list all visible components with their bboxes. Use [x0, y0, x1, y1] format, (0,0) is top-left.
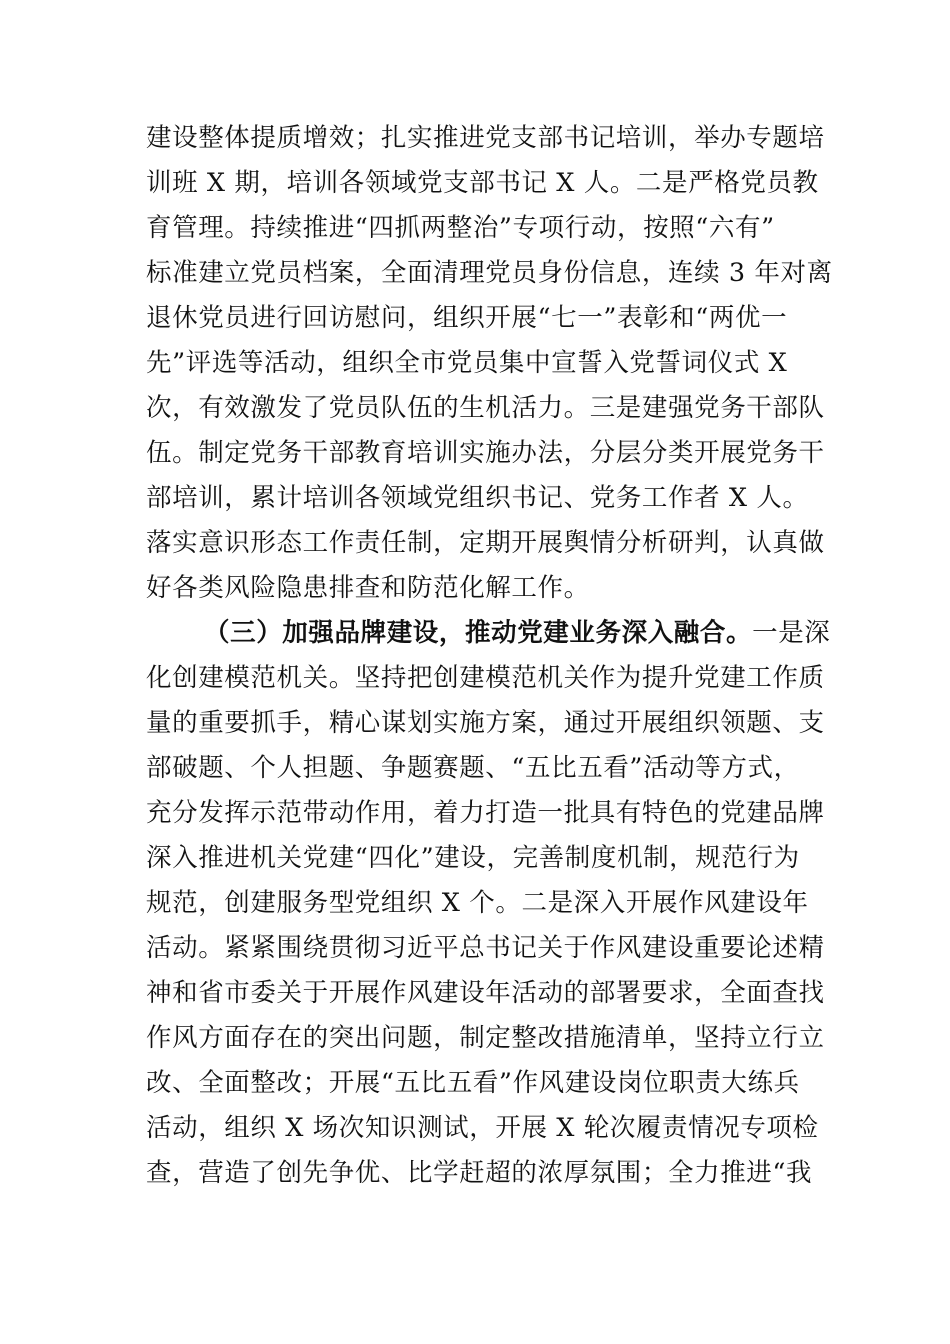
- text-line: 建设整体提质增效；扎实推进党支部书记培训，举办专题培: [146, 123, 825, 153]
- text-line: 部破题、个人担题、争题赛题、“五比五看”活动等方式，: [146, 753, 800, 783]
- section-heading-rest: 一是深: [752, 618, 831, 648]
- text-line: 改、全面整改；开展“五比五看”作风建设岗位职责大练兵: [146, 1068, 800, 1098]
- text-line: 充分发挥示范带动作用，着力打造一批具有特色的党建品牌: [146, 798, 825, 828]
- text-line: 部培训，累计培训各领域党组织书记、党务工作者 X 人。: [146, 483, 809, 513]
- text-line: 活动，组织 X 场次知识测试，开展 X 轮次履责情况专项检: [146, 1113, 819, 1143]
- section-heading-bold: （三）加强品牌建设，推动党建业务深入融合。: [204, 618, 753, 648]
- text-line: 退休党员进行回访慰问，组织开展“七一”表彰和“两优一: [146, 303, 788, 333]
- text-line: 查，营造了创先争优、比学赶超的浓厚氛围；全力推进“我: [146, 1158, 813, 1188]
- text-line: 伍。制定党务干部教育培训实施办法，分层分类开展党务干: [146, 438, 825, 468]
- text-line: 作风方面存在的突出问题，制定整改措施清单，坚持立行立: [146, 1023, 825, 1053]
- text-line: 先”评选等活动，组织全市党员集中宣誓入党誓词仪式 X: [146, 348, 788, 378]
- text-line: 化创建模范机关。坚持把创建模范机关作为提升党建工作质: [146, 663, 825, 693]
- text-line: 好各类风险隐患排查和防范化解工作。: [146, 573, 590, 603]
- text-line: 活动。紧紧围绕贯彻习近平总书记关于作风建设重要论述精: [146, 933, 825, 963]
- text-line: 深入推进机关党建“四化”建设，完善制度机制，规范行为: [146, 843, 800, 873]
- text-line: 神和省市委关于开展作风建设年活动的部署要求，全面查找: [146, 978, 825, 1008]
- text-line: 落实意识形态工作责任制，定期开展舆情分析研判，认真做: [146, 528, 825, 558]
- text-line: 育管理。持续推进“四抓两整治”专项行动，按照“六有”: [146, 213, 775, 243]
- section-heading: [204, 613, 830, 653]
- text-line: 训班 X 期，培训各领域党支部书记 X 人。二是严格党员教: [146, 168, 819, 198]
- text-line: 量的重要抓手，精心谋划实施方案，通过开展组织领题、支: [146, 708, 825, 738]
- text-line: 规范，创建服务型党组织 X 个。二是深入开展作风建设年: [146, 888, 809, 918]
- text-line: 次，有效激发了党员队伍的生机活力。三是建强党务干部队: [146, 393, 825, 423]
- text-line: 标准建立党员档案，全面清理党员身份信息，连续 3 年对离: [146, 258, 833, 288]
